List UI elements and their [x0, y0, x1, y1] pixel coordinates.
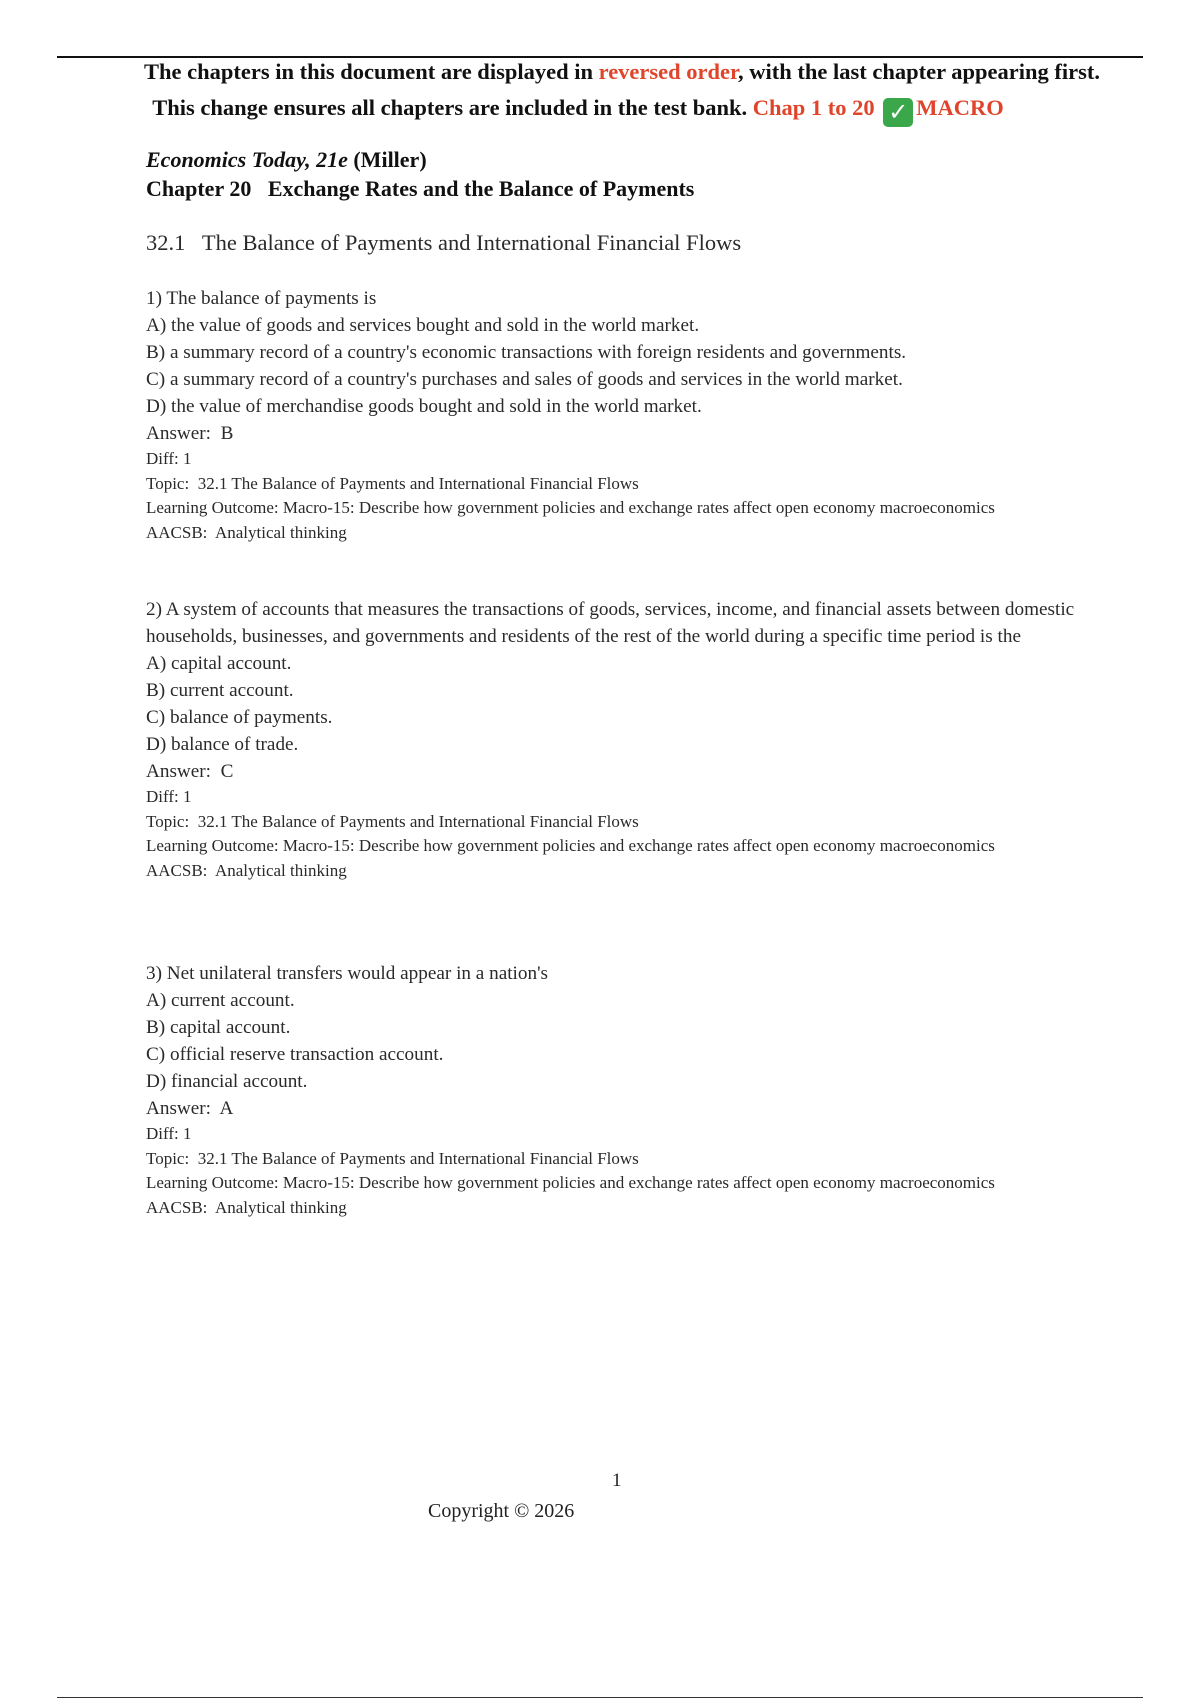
- aacsb: AACSB: Analytical thinking: [146, 522, 347, 542]
- answer: Answer: C: [146, 761, 234, 782]
- book-author: (Miller): [347, 147, 427, 172]
- learning-outcome: Learning Outcome: Macro-15: Describe how government policies and exchange rates affect open economy macroeconomics: [146, 836, 995, 855]
- book-title: Economics Today, 21e: [146, 147, 348, 172]
- chapter-title: Chapter 20 Exchange Rates and the Balance of Payments: [146, 176, 695, 201]
- difficulty: Diff: 1: [146, 449, 192, 468]
- notice-line-1-before: The chapters in this document are displayed in: [143, 59, 599, 84]
- option-d: D) the value of merchandise goods bought and sold in the world market.: [146, 396, 702, 417]
- option-d: D) financial account.: [146, 1071, 308, 1092]
- notice-reversed-order: reversed order: [598, 59, 738, 84]
- answer: Answer: A: [146, 1098, 234, 1119]
- notice-chap-range: Chap 1 to 20: [752, 95, 875, 120]
- bottom-rule: [57, 1697, 1143, 1698]
- question-stem: 2) A system of accounts that measures the transactions of goods, services, income, and financial assets between domestic households, businesses, and governments and residents of the rest of the world during a specific time period is the: [146, 599, 1075, 647]
- notice-line-2-before: This change ensures all chapters are included in the test bank.: [152, 95, 753, 120]
- section-title: 32.1 The Balance of Payments and International Financial Flows: [146, 230, 742, 255]
- option-a: A) current account.: [146, 990, 295, 1011]
- question-3: [146, 960, 1106, 1220]
- aacsb: AACSB: Analytical thinking: [146, 860, 347, 880]
- topic: Topic: 32.1 The Balance of Payments and International Financial Flows: [146, 811, 639, 831]
- difficulty: Diff: 1: [146, 787, 192, 806]
- option-a: A) the value of goods and services bought and sold in the world market.: [146, 315, 700, 336]
- notice-line-1: [22, 58, 1200, 86]
- notice-line-1-after: , with the last chapter appearing first.: [737, 59, 1101, 84]
- question-1: [146, 285, 1106, 545]
- answer: Answer: B: [146, 423, 234, 444]
- book-title-line: [146, 146, 427, 174]
- option-b: B) a summary record of a country's economic transactions with foreign residents and governments.: [146, 342, 907, 363]
- notice-line-2: [0, 94, 1178, 127]
- option-c: C) balance of payments.: [146, 707, 333, 728]
- option-b: B) current account.: [146, 680, 294, 701]
- notice-macro-tag: MACRO: [916, 95, 1004, 120]
- page-number: 1: [612, 1470, 622, 1491]
- check-mark-icon: ✓: [883, 98, 913, 127]
- option-d: D) balance of trade.: [146, 734, 299, 755]
- copyright: Copyright © 2026: [428, 1500, 575, 1522]
- difficulty: Diff: 1: [146, 1124, 192, 1143]
- learning-outcome: Learning Outcome: Macro-15: Describe how government policies and exchange rates affect open economy macroeconomics: [146, 1173, 995, 1192]
- aacsb: AACSB: Analytical thinking: [146, 1197, 347, 1217]
- topic: Topic: 32.1 The Balance of Payments and International Financial Flows: [146, 473, 639, 493]
- option-a: A) capital account.: [146, 653, 292, 674]
- option-c: C) official reserve transaction account.: [146, 1044, 444, 1065]
- option-c: C) a summary record of a country's purchases and sales of goods and services in the world market.: [146, 369, 903, 390]
- question-stem: 3) Net unilateral transfers would appear in a nation's: [146, 963, 548, 984]
- topic: Topic: 32.1 The Balance of Payments and International Financial Flows: [146, 1148, 639, 1168]
- question-stem: 1) The balance of payments is: [146, 288, 377, 309]
- learning-outcome: Learning Outcome: Macro-15: Describe how government policies and exchange rates affect open economy macroeconomics: [146, 498, 995, 517]
- question-2: [146, 596, 1106, 883]
- option-b: B) capital account.: [146, 1017, 291, 1038]
